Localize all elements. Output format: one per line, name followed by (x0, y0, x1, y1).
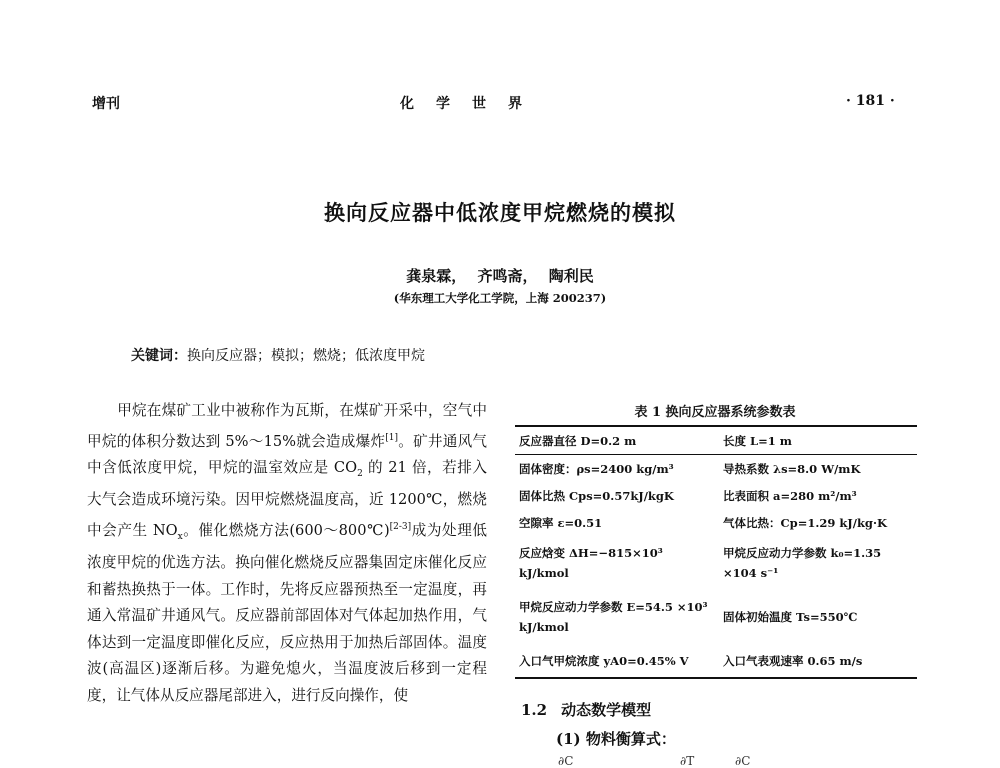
keywords-label: 关键词： (131, 348, 187, 364)
table-row (515, 482, 917, 509)
article-title: 换向反应器中低浓度甲烷燃烧的模拟 (324, 201, 676, 225)
table-cell: 甲烷反应动力学参数 k₀=1.35 ×104 s⁻¹ (723, 545, 882, 580)
table-cell: 固体比热 Cps=0.57kJ/kgK (519, 488, 674, 503)
table-cell: 固体初始温度 Ts=550℃ (723, 610, 858, 624)
table-cell: 入口气甲烷浓度 yA0=0.45% V (519, 654, 689, 668)
table-cell: 气体比热：Cp=1.29 kJ/kg·K (723, 515, 887, 530)
body-text-part: 。矿井通风气中含低浓度甲烷，甲烷的温室效应是 CO (87, 432, 487, 476)
body-text-part: 甲烷在煤矿工业中被称作为瓦斯，在煤矿开采中，空气中甲烷的体积分数达到 5%～15%就会造成爆炸 (87, 402, 487, 450)
citation-ref: [1] (385, 432, 398, 443)
table-row (515, 536, 917, 589)
article-authors: 龚泉霖， 齐鸣斋， 陶利民 (406, 267, 594, 285)
running-header-left: 增刊 (92, 96, 120, 112)
page-number: · 181 · (846, 93, 895, 109)
author-affiliation: (华东理工大学化工学院，上海 200237) (393, 291, 607, 305)
table-row (515, 589, 917, 645)
table-cell: 入口气表观速率 0.65 m/s (723, 654, 863, 668)
keywords-list: 换向反应器；模拟；燃烧；低浓度甲烷 (187, 348, 425, 364)
body-text-part: 。催化燃烧方法(600～800℃) (182, 521, 390, 539)
subsection-heading: (1) 物料衡算式： (556, 730, 676, 748)
equation-fragment: ∂C (735, 754, 751, 768)
table-cell: 比表面积 a=280 m²/m³ (723, 488, 857, 503)
table-cell: 反应器直径 D=0.2 m (515, 426, 719, 455)
table-cell: 反应焓变 ΔH=−815×10³ kJ/kmol (519, 545, 663, 580)
citation-ref: [2-3] (389, 521, 412, 532)
equation-fragment: ∂C (558, 754, 574, 768)
body-text-part: 成为处理低浓度甲烷的优选方法。换向催化燃烧反应器集固定床催化反应和蓄热换热于一体。工作时，先将反应器预热至一定温度，再通入常温矿井通风气。反应器前部固体对气体起加热作用，气体达到一定温度即催化反应，反应热用于加热后部固体。温度波(高温区)逐渐后移。为避免熄火，当温度波后移到一定程度，让气体从反应器尾部进入，进行反向操作，使 (87, 521, 487, 704)
table-row (515, 645, 917, 678)
table-row (515, 426, 917, 455)
table-row (515, 509, 917, 536)
subscript: x (177, 531, 183, 542)
table-cell: 空隙率 ε=0.51 (519, 515, 603, 530)
keywords-line (131, 345, 425, 365)
subscript: 2 (357, 468, 363, 479)
section-heading (521, 699, 651, 720)
table-cell: 甲烷反应动力学参数 E=54.5 ×10³ kJ/kmol (519, 600, 708, 634)
body-paragraph (87, 398, 487, 709)
parameter-table (515, 425, 917, 679)
equation-fragment: ∂T (680, 754, 695, 768)
table-cell: 导热系数 λs=8.0 W/mK (723, 461, 861, 476)
table-caption: 表 1 换向反应器系统参数表 (634, 405, 796, 420)
table-cell: 固体密度：ρs=2400 kg/m³ (519, 461, 674, 476)
section-title: 动态数学模型 (561, 701, 652, 719)
journal-name: 化学世界 (400, 96, 544, 112)
body-text-part: 的 21 倍，若排入大气会造成环境污染。因甲烷燃烧温度高，近 1200℃，燃烧中会产生 NO (87, 458, 487, 539)
section-number: 1.2 (521, 701, 548, 719)
table-row (515, 455, 917, 483)
table-cell: 长度 L=1 m (719, 426, 917, 455)
